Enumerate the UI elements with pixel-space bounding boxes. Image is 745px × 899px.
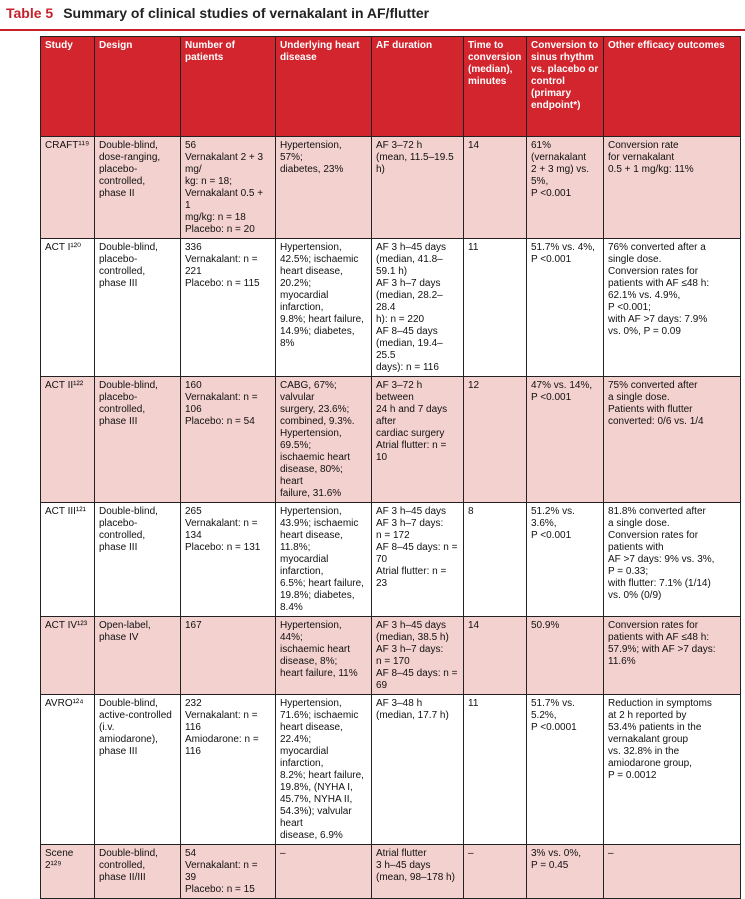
cell-other: [604, 239, 741, 377]
cell-conversion: [527, 137, 604, 239]
cell-patients: [181, 137, 276, 239]
cell-line: myocardial infarction,: [280, 554, 329, 577]
cell-line: 19.8%, (NYHA I,: [280, 782, 353, 793]
cell-conversion: [527, 503, 604, 617]
cell-line: dose-ranging,: [99, 152, 161, 163]
cell-line: Double-blind,: [99, 848, 158, 859]
cell-design: [95, 137, 181, 239]
cell-line: Double-blind,: [99, 698, 158, 709]
cell-design: [95, 503, 181, 617]
cell-line: 2 + 3 mg) vs. 5%,: [531, 164, 590, 187]
cell-line: ACT IV¹²³: [45, 620, 88, 631]
cell-line: placebo-controlled,: [99, 254, 146, 277]
cell-line: Vernakalant 0.5 + 1: [185, 188, 264, 211]
cell-line: with AF >7 days: 7.9%: [608, 314, 708, 325]
cell-line: disease, 8%;: [280, 656, 338, 667]
cell-line: (mean, 11.5–19.5 h): [376, 152, 454, 175]
cell-line: disease, 80%; heart: [280, 464, 343, 487]
header-underlying-heart-disease: Underlying heart disease: [276, 37, 372, 137]
cell-line: Conversion rates for: [608, 620, 699, 631]
cell-line: P = 0.0012: [608, 770, 657, 781]
cell-line: 167: [185, 620, 202, 631]
cell-line: P <0.001;: [608, 302, 651, 313]
cell-line: cardiac surgery: [376, 428, 445, 439]
cell-line: Atrial flutter: n = 10: [376, 440, 447, 463]
cell-line: placebo-controlled,: [99, 164, 146, 187]
table-row: [41, 845, 741, 899]
cell-patients: [181, 239, 276, 377]
cell-line: Atrial flutter: [376, 848, 427, 859]
cell-line: patients with AF ≤48 h:: [608, 278, 710, 289]
cell-line: Placebo: n = 131: [185, 542, 261, 553]
table-row: [41, 503, 741, 617]
cell-line: combined, 9.3%.: [280, 416, 355, 427]
cell-line: vernakalant group: [608, 734, 689, 745]
cell-line: 14: [468, 620, 480, 631]
table-caption: Summary of clinical studies of vernakalant in AF/flutter: [63, 5, 430, 21]
cell-line: AF 3–48 h: [376, 698, 423, 709]
cell-study: [41, 845, 95, 899]
cell-line: Conversion rates for: [608, 266, 699, 277]
cell-disease: [276, 503, 372, 617]
cell-patients: [181, 617, 276, 695]
table-row: [41, 617, 741, 695]
cell-line: myocardial infarction,: [280, 746, 329, 769]
cell-line: phase III: [99, 746, 138, 757]
cell-time: [464, 617, 527, 695]
cell-disease: [276, 695, 372, 845]
cell-line: heart disease, 20.2%;: [280, 266, 343, 289]
cell-design: [95, 377, 181, 503]
header-design: Design: [95, 37, 181, 137]
cell-study: [41, 617, 95, 695]
cell-line: 51.7% vs. 4%,: [531, 242, 595, 253]
cell-line: Vernakalant: n = 39: [185, 860, 258, 883]
cell-line: patients with: [608, 542, 664, 553]
cell-line: n = 172: [376, 530, 410, 541]
cell-line: surgery, 23.6%;: [280, 404, 350, 415]
cell-line: 14.9%; diabetes, 8%: [280, 326, 355, 349]
cell-line: 50.9%: [531, 620, 560, 631]
cell-line: 9.8%; heart failure,: [280, 314, 364, 325]
cell-line: AF >7 days: 9% vs. 3%,: [608, 554, 715, 565]
cell-line: phase III: [99, 278, 138, 289]
cell-line: 24 h and 7 days after: [376, 404, 448, 427]
cell-line: n = 170: [376, 656, 410, 667]
cell-line: 75% converted after: [608, 380, 698, 391]
cell-line: 8: [468, 506, 474, 517]
cell-line: P <0.001: [531, 530, 572, 541]
cell-line: AF 3 h–45 days: [376, 506, 447, 517]
cell-line: Hypertension, 44%;: [280, 620, 342, 643]
cell-line: 8.2%; heart failure,: [280, 770, 364, 781]
cell-study: [41, 503, 95, 617]
cell-line: 81.8% converted after: [608, 506, 706, 517]
cell-time: [464, 695, 527, 845]
cell-line: kg: n = 18;: [185, 176, 232, 187]
cell-study: [41, 377, 95, 503]
cell-line: P = 0.33;: [608, 566, 649, 577]
cell-line: controlled,: [99, 860, 146, 871]
studies-table: [40, 36, 741, 899]
cell-line: Double-blind,: [99, 380, 158, 391]
cell-line: placebo-controlled,: [99, 518, 146, 541]
cell-line: CABG, 67%; valvular: [280, 380, 337, 403]
header-time-to-conversion: Time to conversion (median), minutes: [464, 37, 527, 137]
cell-line: 19.8%; diabetes, 8.4%: [280, 590, 355, 613]
cell-line: (mean, 98–178 h): [376, 872, 455, 883]
cell-line: amiodarone group,: [608, 758, 692, 769]
cell-disease: [276, 137, 372, 239]
cell-line: Double-blind,: [99, 140, 158, 151]
cell-other: [604, 845, 741, 899]
cell-patients: [181, 503, 276, 617]
table-row: [41, 137, 741, 239]
cell-line: 11: [468, 698, 479, 709]
cell-line: ACT I¹²⁰: [45, 242, 82, 253]
cell-line: P <0.001: [531, 392, 572, 403]
cell-line: h): n = 220: [376, 314, 425, 325]
cell-line: 62.1% vs. 4.9%,: [608, 290, 681, 301]
cell-study: [41, 239, 95, 377]
cell-conversion: [527, 617, 604, 695]
cell-line: Vernakalant 2 + 3 mg/: [185, 152, 264, 175]
cell-time: [464, 503, 527, 617]
cell-line: for vernakalant: [608, 152, 675, 163]
cell-line: ACT III¹²¹: [45, 506, 86, 517]
cell-disease: [276, 617, 372, 695]
cell-line: a single dose.: [608, 518, 670, 529]
cell-patients: [181, 845, 276, 899]
cell-line: 6.5%; heart failure,: [280, 578, 364, 589]
cell-line: 12: [468, 380, 480, 391]
cell-line: (median, 38.5 h): [376, 632, 449, 643]
cell-line: vs. 0% (0/9): [608, 590, 662, 601]
cell-line: (median, 28.2–28.4: [376, 290, 443, 313]
cell-line: heart disease, 11.8%;: [280, 530, 343, 553]
cell-line: (median, 19.4–25.5: [376, 338, 443, 361]
cell-disease: [276, 377, 372, 503]
cell-line: Hypertension,: [280, 698, 342, 709]
cell-line: Open-label,: [99, 620, 151, 631]
cell-study: [41, 695, 95, 845]
cell-time: [464, 137, 527, 239]
cell-line: heart failure, 11%: [280, 668, 358, 679]
cell-line: 14: [468, 140, 480, 151]
cell-line: failure, 31.6%: [280, 488, 342, 499]
header-study: Study: [41, 37, 95, 137]
title-rule: [0, 29, 745, 31]
cell-line: 61% (vernakalant: [531, 140, 587, 163]
cell-line: 51.2% vs. 3.6%,: [531, 506, 575, 529]
cell-line: ischaemic heart: [280, 644, 351, 655]
cell-line: a single dose.: [608, 392, 670, 403]
cell-line: Vernakalant: n = 134: [185, 518, 258, 541]
cell-study: [41, 137, 95, 239]
cell-line: phase III: [99, 542, 138, 553]
cell-design: [95, 845, 181, 899]
cell-line: Hypertension, 57%;: [280, 140, 342, 163]
cell-line: AF 8–45 days: n = 70: [376, 542, 458, 565]
cell-line: AVRO¹²⁴: [45, 698, 84, 709]
cell-line: P <0.001: [531, 254, 572, 265]
cell-line: P = 0.45: [531, 860, 569, 871]
cell-line: 53.4% patients in the: [608, 722, 702, 733]
cell-line: 0.5 + 1 mg/kg: 11%: [608, 164, 694, 175]
cell-line: disease, 6.9%: [280, 830, 343, 841]
cell-duration: [372, 137, 464, 239]
cell-disease: [276, 845, 372, 899]
cell-line: 11: [468, 242, 479, 253]
table-row: [41, 239, 741, 377]
cell-line: Conversion rates for: [608, 530, 699, 541]
cell-line: –: [280, 848, 286, 859]
cell-other: [604, 137, 741, 239]
cell-other: [604, 503, 741, 617]
cell-line: Placebo: n = 54: [185, 416, 255, 427]
cell-line: with flutter: 7.1% (1/14): [608, 578, 711, 589]
cell-duration: [372, 239, 464, 377]
cell-line: AF 3 h–45 days: [376, 620, 447, 631]
cell-time: [464, 845, 527, 899]
cell-line: diabetes, 23%: [280, 164, 344, 175]
cell-line: phase IV: [99, 632, 139, 643]
cell-line: Patients with flutter: [608, 404, 693, 415]
cell-line: 76% converted after a: [608, 242, 706, 253]
cell-design: [95, 239, 181, 377]
cell-line: active-controlled: [99, 710, 172, 721]
cell-patients: [181, 695, 276, 845]
cell-time: [464, 377, 527, 503]
cell-line: 3 h–45 days: [376, 860, 431, 871]
cell-line: 232: [185, 698, 202, 709]
cell-line: 51.7% vs. 5.2%,: [531, 698, 575, 721]
header-conversion-to-sinus-rhythm: Conversion to sinus rhythm vs. placebo or control (primary endpoint*): [527, 37, 604, 137]
cell-line: (median, 41.8–59.1 h): [376, 254, 443, 277]
cell-line: Hypertension,: [280, 242, 342, 253]
cell-line: phase III: [99, 416, 138, 427]
cell-line: P <0.0001: [531, 722, 577, 733]
cell-conversion: [527, 695, 604, 845]
cell-line: phase II/III: [99, 872, 146, 883]
cell-line: ACT II¹²²: [45, 380, 84, 391]
cell-line: myocardial infarction,: [280, 290, 329, 313]
cell-design: [95, 695, 181, 845]
cell-line: single dose.: [608, 254, 662, 265]
cell-line: 57.9%; with AF >7 days:: [608, 644, 716, 655]
cell-line: (median, 17.7 h): [376, 710, 449, 721]
cell-line: Vernakalant: n = 221: [185, 254, 258, 277]
cell-line: AF 3–72 h between: [376, 380, 423, 403]
cell-line: vs. 32.8% in the: [608, 746, 680, 757]
table-row: [41, 377, 741, 503]
cell-duration: [372, 695, 464, 845]
cell-duration: [372, 503, 464, 617]
cell-line: 160: [185, 380, 202, 391]
cell-line: 47% vs. 14%,: [531, 380, 593, 391]
cell-line: AF 3 h–45 days: [376, 242, 447, 253]
cell-line: Reduction in symptoms: [608, 698, 712, 709]
cell-line: Placebo: n = 15: [185, 884, 255, 895]
cell-time: [464, 239, 527, 377]
cell-line: Placebo: n = 115: [185, 278, 260, 289]
cell-line: 265: [185, 506, 202, 517]
cell-disease: [276, 239, 372, 377]
cell-line: days): n = 116: [376, 362, 439, 373]
header-af-duration: AF duration: [372, 37, 464, 137]
cell-line: Double-blind,: [99, 242, 158, 253]
cell-line: AF 3–72 h: [376, 140, 423, 151]
cell-line: placebo-controlled,: [99, 392, 146, 415]
cell-line: Placebo: n = 20: [185, 224, 255, 235]
cell-line: Hypertension, 69.5%;: [280, 428, 342, 451]
cell-line: at 2 h reported by: [608, 710, 687, 721]
header-row: [41, 37, 741, 137]
cell-line: P <0.001: [531, 188, 572, 199]
cell-line: Scene 2¹²⁹: [45, 848, 74, 871]
header-number-of-patients: Number of patients: [181, 37, 276, 137]
cell-line: converted: 0/6 vs. 1/4: [608, 416, 704, 427]
cell-other: [604, 617, 741, 695]
cell-line: AF 8–45 days: n = 69: [376, 668, 458, 691]
cell-duration: [372, 617, 464, 695]
cell-line: 54.3%); valvular heart: [280, 806, 352, 829]
header-other-efficacy-outcomes: Other efficacy outcomes: [604, 37, 741, 137]
cell-line: Vernakalant: n = 106: [185, 392, 258, 415]
cell-other: [604, 695, 741, 845]
cell-design: [95, 617, 181, 695]
cell-conversion: [527, 239, 604, 377]
cell-other: [604, 377, 741, 503]
cell-duration: [372, 377, 464, 503]
cell-line: AF 8–45 days: [376, 326, 438, 337]
cell-line: 54: [185, 848, 197, 859]
cell-line: 11.6%: [608, 656, 636, 667]
cell-line: heart disease, 22.4%;: [280, 722, 343, 745]
cell-line: 336: [185, 242, 202, 253]
cell-line: 71.6%; ischaemic: [280, 710, 359, 721]
cell-line: (i.v. amiodarone),: [99, 722, 158, 745]
cell-line: CRAFT¹¹⁹: [45, 140, 90, 151]
cell-line: Conversion rate: [608, 140, 679, 151]
cell-line: 3% vs. 0%,: [531, 848, 582, 859]
cell-line: 45.7%, NYHA II,: [280, 794, 353, 805]
cell-line: phase II: [99, 188, 135, 199]
table-label: Table 5: [6, 5, 54, 21]
table-row: [41, 695, 741, 845]
cell-line: 56: [185, 140, 197, 151]
cell-conversion: [527, 845, 604, 899]
cell-line: –: [608, 848, 614, 859]
cell-line: Atrial flutter: n = 23: [376, 566, 447, 589]
cell-line: Hypertension,: [280, 506, 342, 517]
cell-line: vs. 0%, P = 0.09: [608, 326, 681, 337]
cell-line: 42.5%; ischaemic: [280, 254, 359, 265]
cell-line: AF 3 h–7 days:: [376, 644, 444, 655]
cell-line: Vernakalant: n = 116: [185, 710, 258, 733]
cell-line: 43.9%; ischaemic: [280, 518, 359, 529]
cell-line: mg/kg: n = 18: [185, 212, 246, 223]
cell-line: Amiodarone: n = 116: [185, 734, 259, 757]
table-title: [6, 3, 429, 23]
cell-conversion: [527, 377, 604, 503]
cell-line: Double-blind,: [99, 506, 158, 517]
cell-line: –: [468, 848, 474, 859]
cell-line: AF 3 h–7 days: [376, 278, 441, 289]
cell-line: ischaemic heart: [280, 452, 351, 463]
cell-duration: [372, 845, 464, 899]
cell-line: AF 3 h–7 days:: [376, 518, 444, 529]
cell-patients: [181, 377, 276, 503]
cell-line: patients with AF ≤48 h:: [608, 632, 710, 643]
